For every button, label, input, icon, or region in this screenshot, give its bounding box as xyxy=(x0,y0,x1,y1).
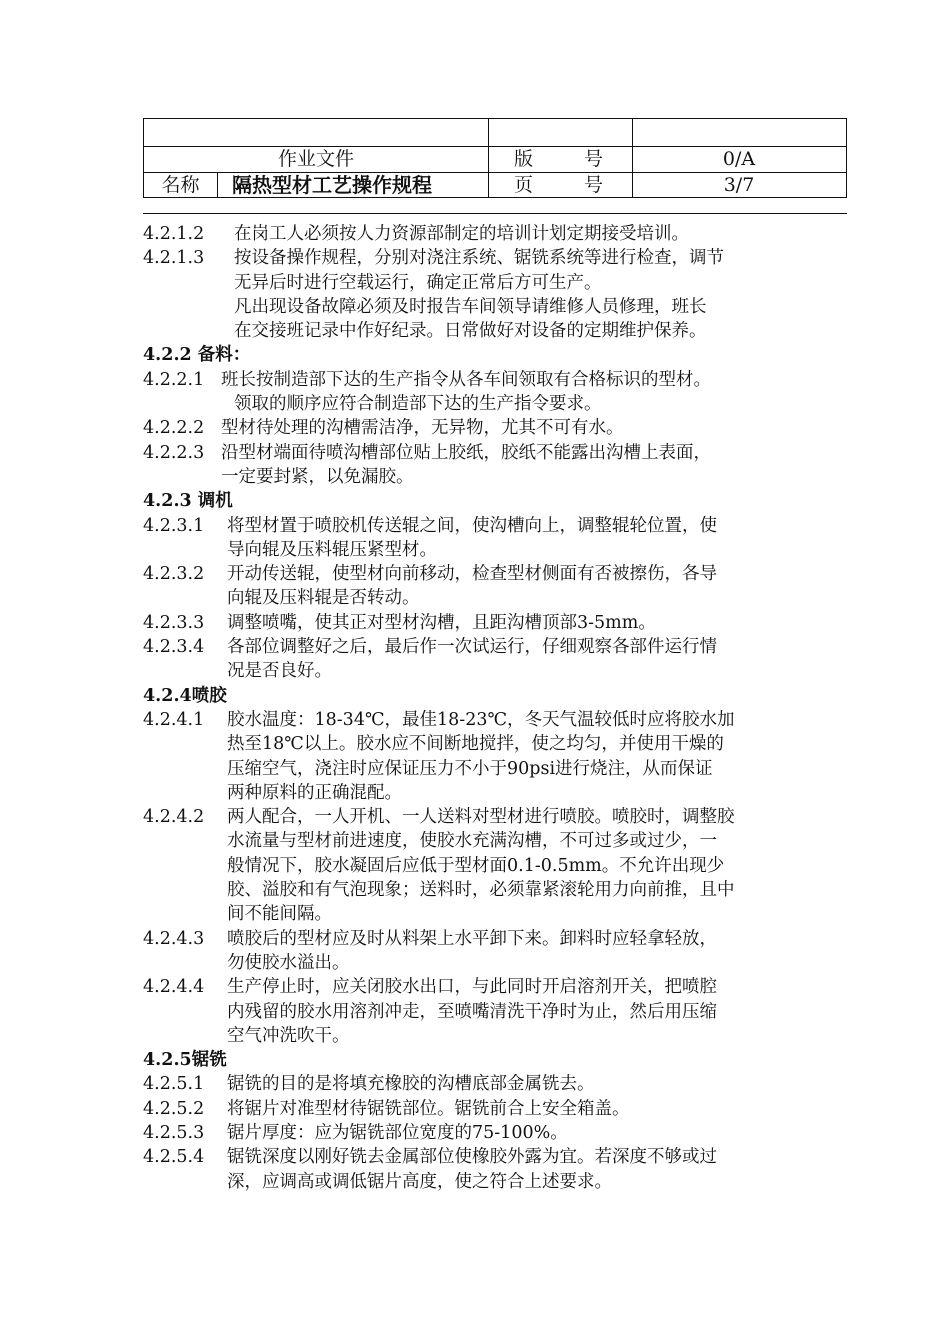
section-heading-4-2-5: 4.2.5锯铣 xyxy=(143,1050,227,1071)
clause-4-2-5-3 xyxy=(143,1121,853,1145)
section-heading-4-2-4: 4.2.4喷胶 xyxy=(143,685,227,706)
clause-number: 4.2.3.2 xyxy=(143,564,205,585)
clause-number: 4.2.5.3 xyxy=(143,1122,205,1143)
clause-4-2-1-3 xyxy=(143,246,853,343)
clause-text: 喷胶后的型材应及时从料架上水平卸下来。卸料时应轻拿轻放， xyxy=(227,928,717,949)
clause-text: 按设备操作规程，分别对浇注系统、锯铣系统等进行检查，调节 xyxy=(234,248,724,269)
clause-text: 胶水温度：18-34℃，最佳18-23℃，冬天气温较低时应将胶水加 xyxy=(227,709,735,730)
page-label: 号 xyxy=(584,174,604,196)
clause-text: 两人配合，一人开机、一人送料对型材进行喷胶。喷胶时，调整胶 xyxy=(227,807,735,828)
clause-4-2-1-2 xyxy=(143,222,853,246)
version-value: 0/A xyxy=(722,148,756,170)
clause-text: 在交接班记录中作好纪录。日常做好对设备的定期维护保养。 xyxy=(234,321,707,342)
clause-4-2-4-3 xyxy=(143,927,853,976)
clause-4-2-5-2 xyxy=(143,1097,853,1121)
clause-text: 间不能间隔。 xyxy=(227,904,332,925)
clause-4-2-3-3 xyxy=(143,611,853,635)
clause-text: 况是否良好。 xyxy=(227,661,332,682)
clause-4-2-3-1 xyxy=(143,514,853,563)
clause-text: 一定要封紧，以免漏胶。 xyxy=(221,466,414,487)
clause-number: 4.2.4.2 xyxy=(143,807,205,828)
clause-text: 深，应调高或调低锯片高度，使之符合上述要求。 xyxy=(227,1171,612,1192)
clause-text: 压缩空气，浇注时应保证压力不小于90psi进行烧注，从而保证 xyxy=(227,758,713,779)
clause-4-2-2-3 xyxy=(143,441,853,490)
clause-text: 锯片厚度：应为锯铣部位宽度的75-100%。 xyxy=(227,1122,568,1143)
clause-text: 锯铣深度以刚好铣去金属部位使橡胶外露为宜。若深度不够或过 xyxy=(227,1147,717,1168)
clause-number: 4.2.3.3 xyxy=(143,612,205,633)
section-heading-4-2-3: 4.2.3 调机 xyxy=(143,491,233,512)
clause-number: 4.2.5.4 xyxy=(143,1147,205,1168)
clause-text: 水流量与型材前进速度，使胶水充满沟槽，不可过多或过少，一 xyxy=(227,831,717,852)
header-rule xyxy=(143,213,847,214)
clause-4-2-3-2 xyxy=(143,562,853,611)
clause-number: 4.2.2.1 xyxy=(143,369,205,390)
doc-name: 隔热型材工艺操作规程 xyxy=(232,173,432,197)
clause-text: 导向辊及压料辊压紧型材。 xyxy=(227,539,437,560)
document-header-table xyxy=(143,118,847,198)
clause-text: 将锯片对准型材待锯铣部位。锯铣前合上安全箱盖。 xyxy=(227,1098,630,1119)
clause-text: 开动传送辊，使型材向前移动，检查型材侧面有否被擦伤，各导 xyxy=(227,564,717,585)
clause-number: 4.2.2.2 xyxy=(143,418,205,439)
header-divider xyxy=(217,172,218,197)
clause-4-2-5-1 xyxy=(143,1072,853,1096)
clause-text: 无异后时进行空载运行，确定正常后方可生产。 xyxy=(234,272,602,293)
clause-number: 4.2.4.1 xyxy=(143,709,205,730)
clause-text: 勿使胶水溢出。 xyxy=(227,952,350,973)
clause-text: 调整喷嘴，使其正对型材沟槽，且距沟槽顶部3-5mm。 xyxy=(227,612,656,633)
clause-number: 4.2.3.1 xyxy=(143,515,205,536)
clause-number: 4.2.1.2 xyxy=(143,224,205,244)
clause-number: 4.2.1.3 xyxy=(143,248,205,269)
doc-type: 作业文件 xyxy=(277,148,354,170)
clause-text: 热至18℃以上。胶水应不间断地搅拌，使之均匀，并使用干燥的 xyxy=(227,734,724,755)
clause-text: 班长按制造部下达的生产指令从各车间领取有合格标识的型材。 xyxy=(221,369,711,390)
clause-text: 向辊及压料辊是否转动。 xyxy=(227,588,420,609)
version-label: 号 xyxy=(584,148,604,170)
clause-number: 4.2.2.3 xyxy=(143,442,205,463)
clause-text: 锯铣的目的是将填充橡胶的沟槽底部金属铣去。 xyxy=(227,1074,595,1095)
clause-text: 将型材置于喷胶机传送辊之间，使沟槽向上，调整辊轮位置，使 xyxy=(227,515,717,536)
clause-number: 4.2.4.4 xyxy=(143,977,205,998)
version-label: 版 xyxy=(514,148,534,170)
clause-text: 各部位调整好之后，最后作一次试运行，仔细观察各部件运行情 xyxy=(227,637,717,658)
clause-text: 内残留的胶水用溶剂冲走，至喷嘴清洗干净时为止，然后用压缩 xyxy=(227,1001,717,1022)
clause-text: 沿型材端面待喷沟槽部位贴上胶纸，胶纸不能露出沟槽上表面， xyxy=(221,442,711,463)
name-label: 名称 xyxy=(161,174,200,196)
page-value: 3/7 xyxy=(723,174,755,196)
clause-4-2-4-2 xyxy=(143,805,853,926)
clause-number: 4.2.3.4 xyxy=(143,637,205,658)
clause-text: 在岗工人必须按人力资源部制定的培训计划定期接受培训。 xyxy=(234,224,689,244)
clause-4-2-2-2 xyxy=(143,416,853,440)
page-label: 页 xyxy=(514,174,534,196)
clause-number: 4.2.5.2 xyxy=(143,1098,205,1119)
clause-4-2-2-1 xyxy=(143,368,853,417)
clause-text: 凡出现设备故障必须及时报告车间领导请维修人员修理，班长 xyxy=(234,296,707,317)
clause-4-2-5-4 xyxy=(143,1145,853,1194)
clause-text: 两种原料的正确混配。 xyxy=(227,782,402,803)
clause-4-2-3-4 xyxy=(143,635,853,684)
clause-number: 4.2.4.3 xyxy=(143,928,205,949)
clause-text: 般情况下，胶水凝固后应低于型材面0.1-0.5mm。不允许出现少 xyxy=(227,855,725,876)
clause-text: 空气冲洗吹干。 xyxy=(227,1025,350,1046)
clause-text: 领取的顺序应符合制造部下达的生产指令要求。 xyxy=(234,394,602,415)
clause-text: 生产停止时，应关闭胶水出口，与此同时开启溶剂开关，把喷腔 xyxy=(227,977,717,998)
section-heading-4-2-2: 4.2.2 备料： xyxy=(143,345,251,366)
clause-number: 4.2.5.1 xyxy=(143,1074,205,1095)
clause-4-2-4-4 xyxy=(143,975,853,1048)
document-body xyxy=(143,222,853,1194)
clause-text: 胶、溢胶和有气泡现象；送料时，必须靠紧滚轮用力向前推，且中 xyxy=(227,880,735,901)
header-divider xyxy=(488,119,489,197)
clause-text: 型材待处理的沟槽需洁净，无异物，尤其不可有水。 xyxy=(221,418,624,439)
clause-4-2-4-1 xyxy=(143,708,853,805)
